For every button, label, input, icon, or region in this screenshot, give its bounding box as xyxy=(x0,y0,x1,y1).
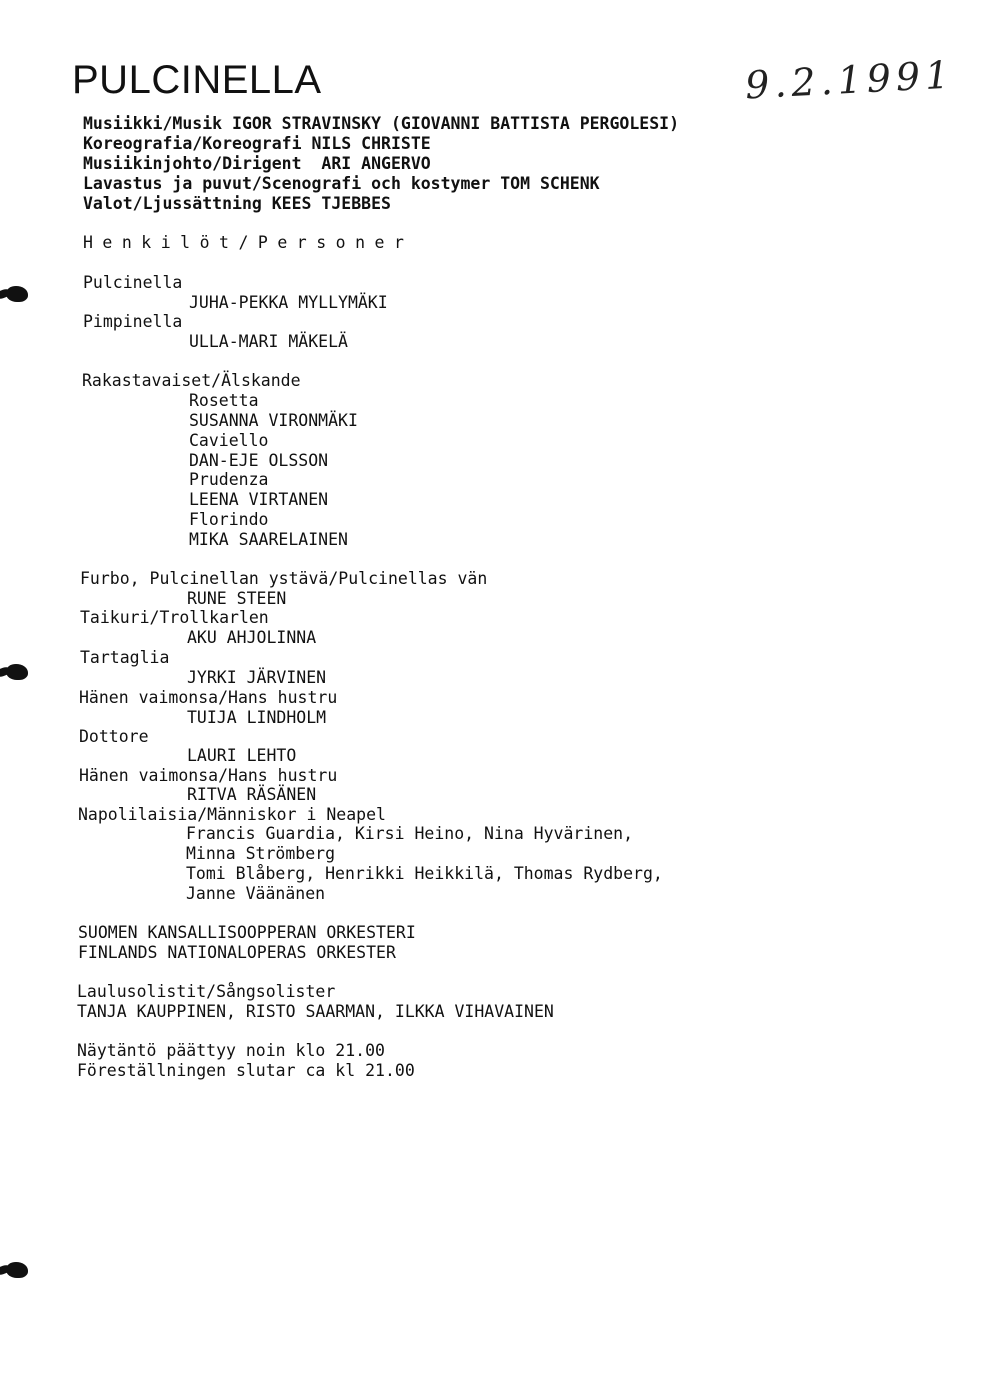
credit-music: Musiikki/Musik IGOR STRAVINSKY (GIOVANNI BATTISTA PERGOLESI) xyxy=(83,114,680,133)
soloists-heading: Laulusolistit/Sångsolister xyxy=(77,982,336,1001)
performer-name: MIKA SAARELAINEN xyxy=(189,530,348,549)
performer-name: RITVA RÄSÄNEN xyxy=(187,785,317,804)
credit-conductor: Musiikinjohto/Dirigent ARI ANGERVO xyxy=(83,154,431,173)
role-name: Hänen vaimonsa/Hans hustru xyxy=(79,688,338,707)
performer-name: JYRKI JÄRVINEN xyxy=(187,668,327,687)
orchestra-finnish: SUOMEN KANSALLISOOPPERAN ORKESTERI xyxy=(78,923,416,942)
role-name: Tartaglia xyxy=(80,648,170,667)
ensemble-line: Minna Strömberg xyxy=(186,844,336,863)
role-name: Pimpinella xyxy=(83,312,183,331)
performer-name: RUNE STEEN xyxy=(187,589,287,608)
performer-name: TUIJA LINDHOLM xyxy=(187,708,327,727)
ensemble-line: Francis Guardia, Kirsi Heino, Nina Hyvärinen, xyxy=(186,824,634,843)
role-name: Taikuri/Trollkarlen xyxy=(80,608,269,627)
credit-lighting: Valot/Ljussättning KEES TJEBBES xyxy=(83,194,391,213)
role-name: Hänen vaimonsa/Hans hustru xyxy=(79,766,338,785)
soloists-names: TANJA KAUPPINEN, RISTO SAARMAN, ILKKA VIHAVAINEN xyxy=(77,1002,554,1021)
neapel-heading: Napolilaisia/Människor i Neapel xyxy=(78,805,386,824)
performer-name: AKU AHJOLINNA xyxy=(187,628,317,647)
ensemble-line: Janne Väänänen xyxy=(186,884,326,903)
role-name: Pulcinella xyxy=(83,273,183,292)
role-name: Caviello xyxy=(189,431,269,450)
performer-name: SUSANNA VIRONMÄKI xyxy=(189,411,358,430)
punch-hole-mark xyxy=(6,286,28,302)
punch-hole-mark xyxy=(6,664,28,680)
credit-choreography: Koreografia/Koreografi NILS CHRISTE xyxy=(83,134,431,153)
page-title: PULCINELLA xyxy=(72,58,322,102)
lovers-heading: Rakastavaiset/Älskande xyxy=(82,371,301,390)
credit-scenography: Lavastus ja puvut/Scenografi och kostymer TOM SCHENK xyxy=(83,174,600,193)
role-name: Rosetta xyxy=(189,391,259,410)
ending-swedish: Föreställningen slutar ca kl 21.00 xyxy=(77,1061,415,1080)
role-name: Dottore xyxy=(79,727,149,746)
performer-name: LEENA VIRTANEN xyxy=(189,490,329,509)
performer-name: DAN-EJE OLSSON xyxy=(189,451,329,470)
role-name: Florindo xyxy=(189,510,269,529)
handwritten-date: 9.2.1991 xyxy=(743,52,956,108)
performer-name: ULLA-MARI MÄKELÄ xyxy=(189,332,348,351)
ensemble-line: Tomi Blåberg, Henrikki Heikkilä, Thomas Rydberg, xyxy=(186,864,663,883)
role-name: Prudenza xyxy=(189,470,269,489)
performer-name: LAURI LEHTO xyxy=(187,746,297,765)
performer-name: JUHA-PEKKA MYLLYMÄKI xyxy=(189,293,388,312)
ending-finnish: Näytäntö päättyy noin klo 21.00 xyxy=(77,1041,385,1060)
punch-hole-mark xyxy=(6,1262,28,1278)
orchestra-swedish: FINLANDS NATIONALOPERAS ORKESTER xyxy=(78,943,396,962)
persons-heading: Henkilöt/Personer xyxy=(83,233,414,252)
role-name: Furbo, Pulcinellan ystävä/Pulcinellas vän xyxy=(80,569,488,588)
